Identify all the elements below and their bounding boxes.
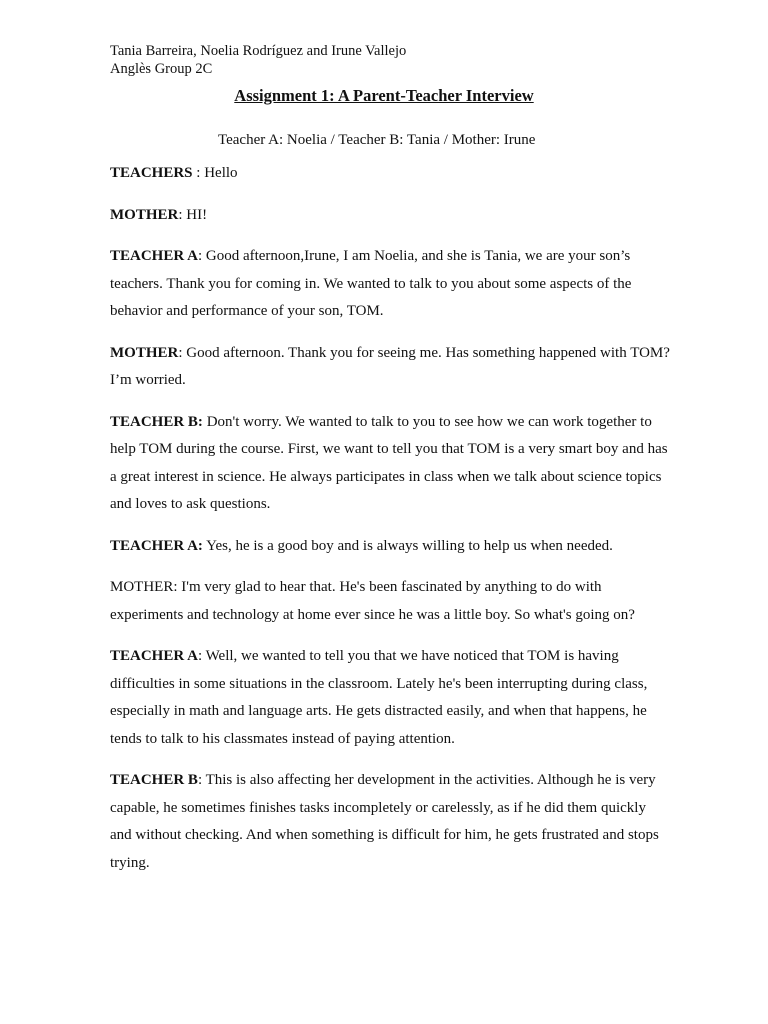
dialogue-paragraph [110, 533, 670, 561]
speaker-label: MOTHER [110, 344, 179, 361]
dialogue-text: : Good afternoon,Irune, I am Noelia, and she is Tania, we are your son’s teachers. Thank you for coming in. We wanted to talk to you about some aspects of the behavior and performance of your son, TOM. [110, 248, 632, 319]
speaker-label: TEACHERS [110, 165, 193, 181]
dialogue-paragraph [110, 409, 670, 519]
dialogue-paragraph [110, 243, 670, 326]
dialogue-text: : Well, we wanted to tell you that we have noticed that TOM is having difficulties in some situations in the classroom. Lately he's been interrupting during class, especially in math and language arts. He gets distracted easily, and when that happens, he tends to talk to his classmates instead of paying attention. [110, 648, 648, 747]
dialogue-paragraph [110, 340, 670, 395]
dialogue-text: I'm very glad to hear that. He's been fascinated by anything to do with experiments and technology at home ever since he was a little boy. So what's going on? [110, 579, 635, 623]
document-header [110, 42, 406, 78]
dialogue-paragraph [110, 202, 670, 230]
dialogue-text: Don't worry. We wanted to talk to you to see how we can work together to help TOM during the course. First, we want to tell you that TOM is a very smart boy and has a great interest in science. He always participates in class when we talk about science topics and loves to ask questions. [110, 413, 668, 512]
dialogue-paragraph [110, 643, 670, 753]
speaker-label: TEACHER A [110, 648, 198, 664]
speaker-label: MOTHER [110, 206, 179, 223]
speaker-label: TEACHER A: [110, 537, 203, 554]
cast-list: Teacher A: Noelia / Teacher B: Tania / Mother: Irune [218, 132, 536, 148]
group-line: Anglès Group 2C [110, 61, 213, 77]
dialogue-text: : This is also affecting her development in the activities. Although he is very capable, he sometimes finishes tasks incompletely or carelessly, as if he did them quickly and without checking. And when something is difficult for him, he gets frustrated and stops trying. [110, 772, 659, 871]
dialogue-paragraph [110, 574, 670, 629]
dialogue-paragraph [110, 767, 670, 877]
speaker-label: TEACHER B [110, 772, 198, 788]
dialogue-text: Yes, he is a good boy and is always willing to help us when needed. [202, 537, 613, 554]
dialogue-paragraph [110, 160, 670, 188]
speaker-label: MOTHER: [110, 579, 178, 595]
dialogue-text: : Good afternoon. Thank you for seeing me. Has something happened with TOM? I’m worried. [110, 344, 670, 388]
speaker-label: TEACHER B: [110, 413, 203, 430]
dialogue-text: : HI! [178, 206, 208, 223]
authors-line: Tania Barreira, Noelia Rodríguez and Irune Vallejo [110, 43, 407, 59]
speaker-label: TEACHER A [110, 248, 198, 264]
dialogue-text: : Hello [192, 165, 238, 181]
dialogue-body [110, 160, 670, 891]
document-title: Assignment 1: A Parent-Teacher Interview [234, 86, 534, 105]
